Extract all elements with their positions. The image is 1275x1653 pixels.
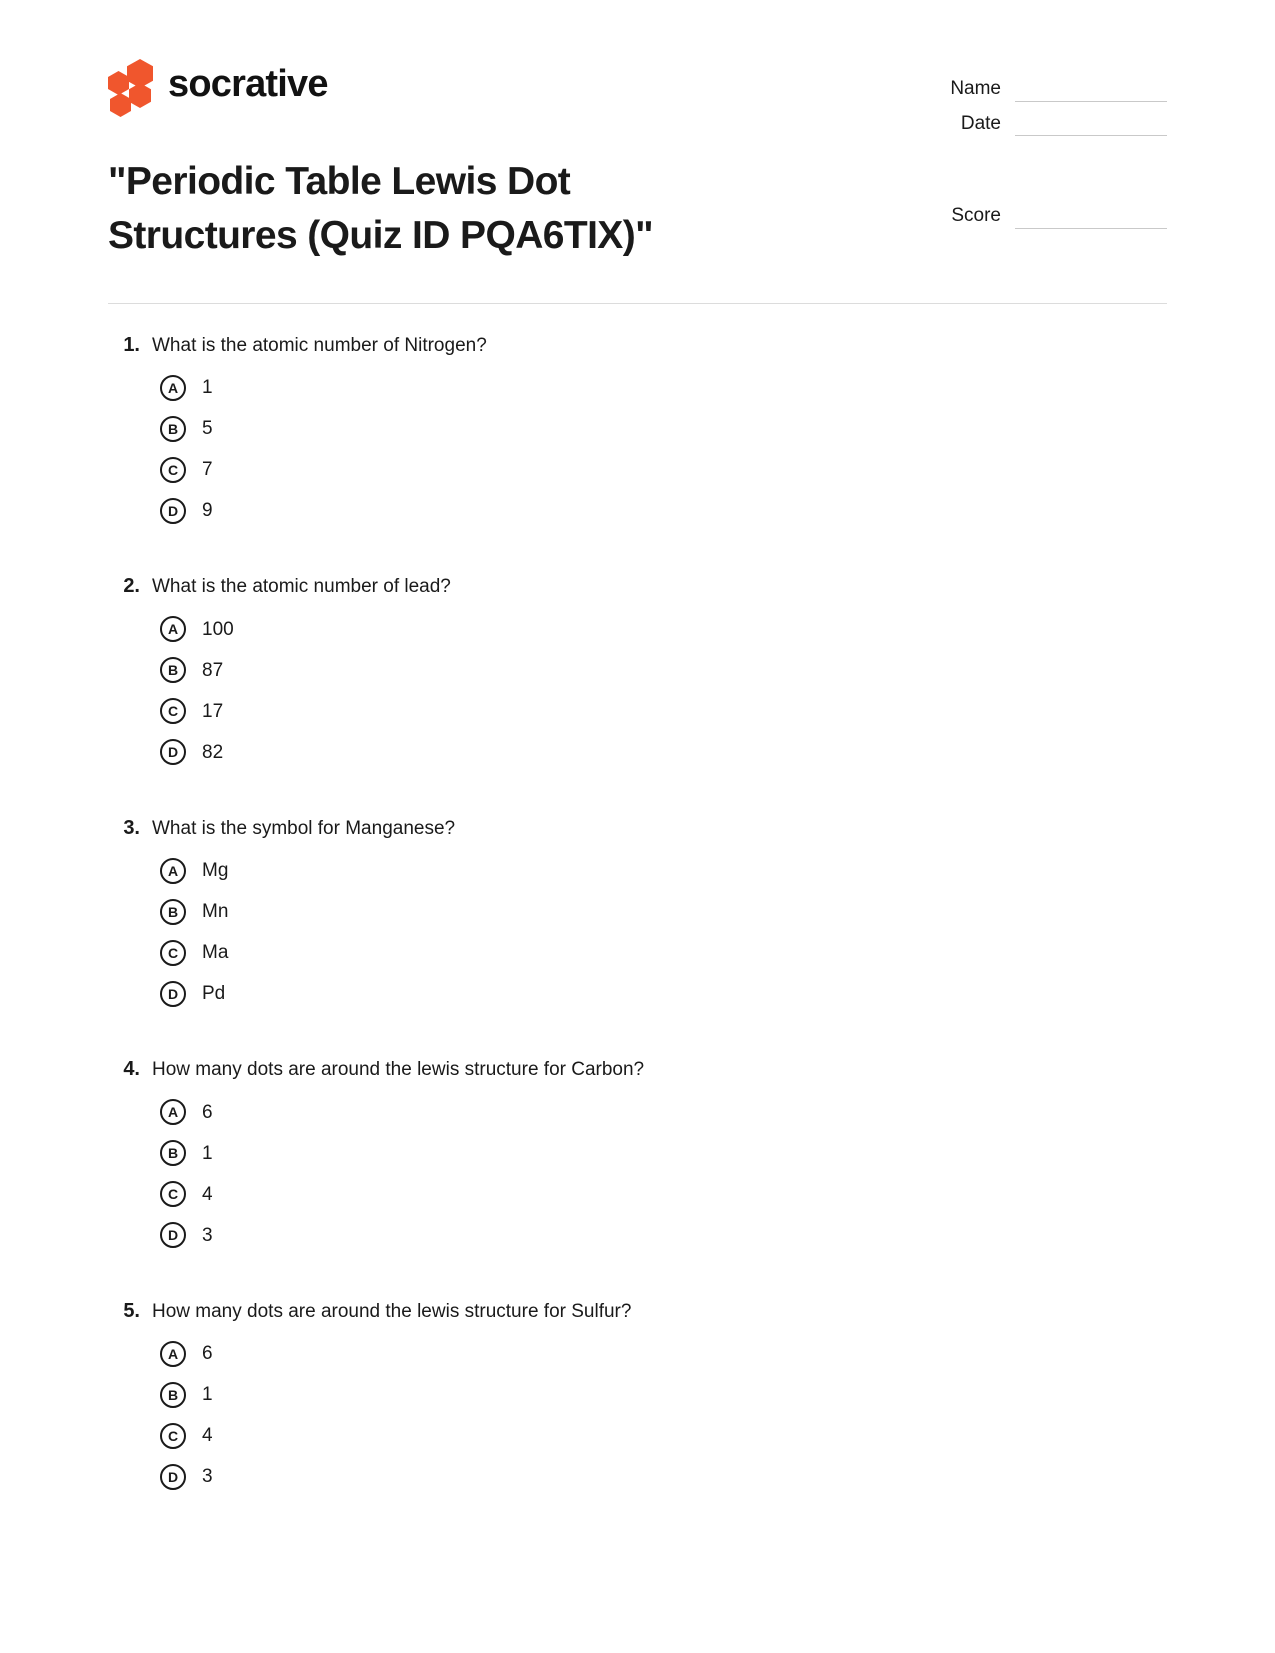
- answer-choice-c[interactable]: [108, 932, 1167, 973]
- choice-text: 4: [202, 1425, 213, 1447]
- answer-choice-d[interactable]: [108, 490, 1167, 531]
- question-number: 3.: [123, 816, 140, 839]
- choice-text: 17: [202, 700, 224, 722]
- question-header: [108, 815, 1167, 843]
- choice-text: 3: [202, 1224, 213, 1246]
- name-field-input[interactable]: [1015, 85, 1167, 102]
- page-title: "Periodic Table Lewis Dot Structures (Quiz ID PQA6TIX)": [108, 160, 653, 257]
- date-field-label: Date: [960, 112, 1001, 134]
- choice-bubble-icon[interactable]: B: [160, 899, 186, 925]
- question-block: [108, 1298, 1167, 1498]
- answer-choices: [108, 367, 1167, 531]
- brand-and-title: [108, 55, 728, 263]
- answer-choices: [108, 1333, 1167, 1497]
- score-field-row: [867, 204, 1167, 229]
- question-number: 4.: [123, 1058, 140, 1081]
- answer-choice-a[interactable]: [108, 367, 1167, 408]
- choice-bubble-icon[interactable]: C: [160, 457, 186, 483]
- answer-choice-b[interactable]: [108, 1374, 1167, 1415]
- question-number: 5.: [123, 1299, 140, 1322]
- choice-bubble-icon[interactable]: A: [160, 1099, 186, 1125]
- question-block: [108, 332, 1167, 532]
- answer-choices: [108, 850, 1167, 1014]
- page-header: [0, 0, 1275, 263]
- question-number: 2.: [123, 575, 140, 598]
- choice-text: 1: [202, 1384, 213, 1406]
- choice-text: 1: [202, 377, 213, 399]
- answer-choice-a[interactable]: [108, 850, 1167, 891]
- hexagon-icon-middle-left: [108, 71, 129, 95]
- name-field-row: [867, 77, 1167, 102]
- question-text: How many dots are around the lewis structure for Sulfur?: [152, 1300, 632, 1322]
- question-header: [108, 1298, 1167, 1326]
- choice-bubble-icon[interactable]: A: [160, 858, 186, 884]
- question-text: How many dots are around the lewis structure for Carbon?: [152, 1059, 645, 1081]
- choice-text: 100: [202, 618, 234, 640]
- choice-bubble-icon[interactable]: D: [160, 1222, 186, 1248]
- choice-text: 3: [202, 1466, 213, 1488]
- choice-text: 6: [202, 1101, 213, 1123]
- choice-text: 9: [202, 500, 213, 522]
- choice-bubble-icon[interactable]: B: [160, 416, 186, 442]
- choice-text: 4: [202, 1183, 213, 1205]
- question-header: [108, 1056, 1167, 1084]
- socrative-hexagons-logo-icon: [108, 59, 154, 109]
- question-number: 1.: [123, 333, 140, 356]
- question-header: [108, 573, 1167, 601]
- answer-choice-b[interactable]: [108, 650, 1167, 691]
- choice-text: Mn: [202, 901, 229, 923]
- choice-bubble-icon[interactable]: C: [160, 1423, 186, 1449]
- hexagon-icon-bottom-left: [110, 93, 131, 117]
- choice-text: 5: [202, 418, 213, 440]
- choice-bubble-icon[interactable]: B: [160, 1382, 186, 1408]
- choice-bubble-icon[interactable]: C: [160, 1181, 186, 1207]
- choice-bubble-icon[interactable]: D: [160, 739, 186, 765]
- answer-choice-d[interactable]: [108, 1215, 1167, 1256]
- choice-bubble-icon[interactable]: B: [160, 657, 186, 683]
- brand-wordmark: socrative: [168, 63, 328, 105]
- choice-text: 1: [202, 1142, 213, 1164]
- question-block: [108, 815, 1167, 1015]
- score-field-input[interactable]: [1015, 212, 1167, 229]
- choice-bubble-icon[interactable]: D: [160, 498, 186, 524]
- answer-choice-c[interactable]: [108, 449, 1167, 490]
- choice-bubble-icon[interactable]: D: [160, 981, 186, 1007]
- student-info-fields: [867, 55, 1167, 239]
- date-field-row: [867, 112, 1167, 137]
- answer-choice-d[interactable]: [108, 1456, 1167, 1497]
- question-block: [108, 573, 1167, 773]
- answer-choice-d[interactable]: [108, 732, 1167, 773]
- choice-text: Ma: [202, 942, 229, 964]
- answer-choice-a[interactable]: [108, 1333, 1167, 1374]
- answer-choice-c[interactable]: [108, 1174, 1167, 1215]
- choice-text: Mg: [202, 860, 229, 882]
- choice-text: Pd: [202, 983, 226, 1005]
- answer-choice-b[interactable]: [108, 408, 1167, 449]
- choice-bubble-icon[interactable]: A: [160, 375, 186, 401]
- choice-text: 7: [202, 459, 213, 481]
- date-field-input[interactable]: [1015, 119, 1167, 136]
- answer-choice-c[interactable]: [108, 1415, 1167, 1456]
- choice-bubble-icon[interactable]: A: [160, 616, 186, 642]
- choice-text: 87: [202, 659, 224, 681]
- question-text: What is the atomic number of Nitrogen?: [152, 334, 487, 356]
- choice-bubble-icon[interactable]: C: [160, 940, 186, 966]
- questions-list: [0, 304, 1275, 1498]
- choice-bubble-icon[interactable]: C: [160, 698, 186, 724]
- answer-choices: [108, 609, 1167, 773]
- choice-bubble-icon[interactable]: B: [160, 1140, 186, 1166]
- question-header: [108, 332, 1167, 360]
- name-field-label: Name: [950, 78, 1001, 99]
- answer-choice-a[interactable]: [108, 609, 1167, 650]
- answer-choice-a[interactable]: [108, 1092, 1167, 1133]
- brand-logo: [108, 55, 728, 113]
- answer-choice-b[interactable]: [108, 1133, 1167, 1174]
- question-block: [108, 1056, 1167, 1256]
- hexagon-icon-middle-right: [129, 83, 151, 108]
- answer-choice-d[interactable]: [108, 973, 1167, 1014]
- answer-choice-b[interactable]: [108, 891, 1167, 932]
- choice-text: 6: [202, 1343, 213, 1365]
- choice-bubble-icon[interactable]: D: [160, 1464, 186, 1490]
- answer-choices: [108, 1092, 1167, 1256]
- choice-bubble-icon[interactable]: A: [160, 1341, 186, 1367]
- question-text: What is the atomic number of lead?: [152, 576, 451, 598]
- answer-choice-c[interactable]: [108, 691, 1167, 732]
- question-text: What is the symbol for Manganese?: [152, 817, 456, 839]
- choice-text: 82: [202, 741, 224, 763]
- score-field-label: Score: [951, 205, 1001, 227]
